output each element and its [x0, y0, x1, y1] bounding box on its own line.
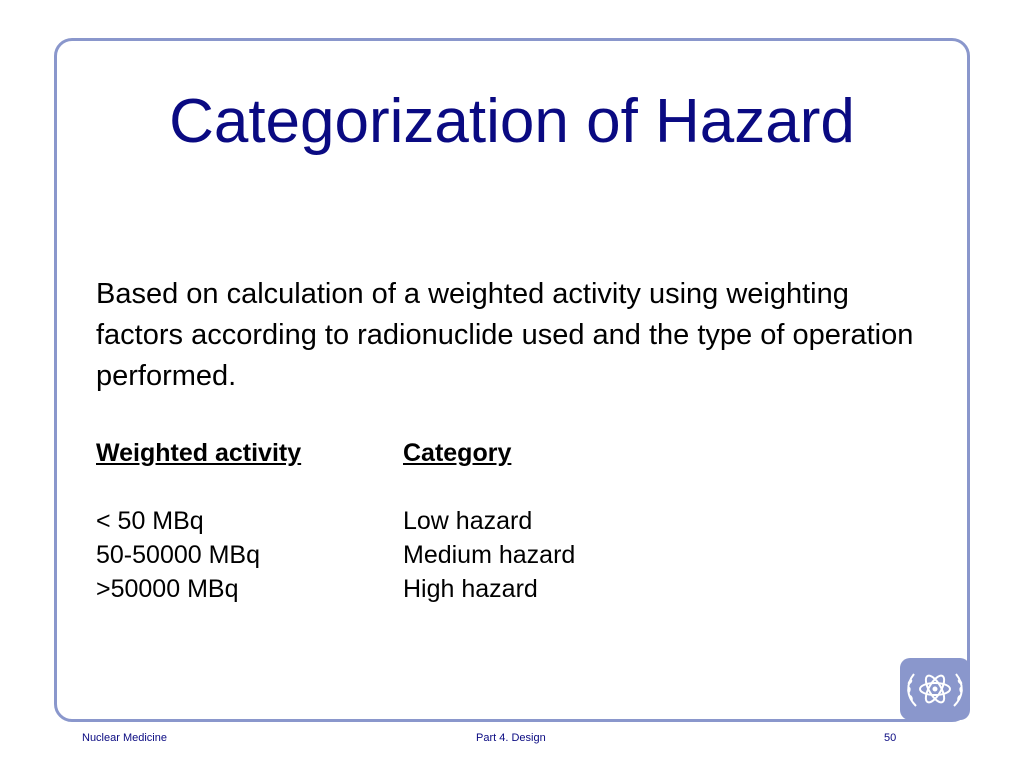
iaea-logo: [900, 658, 970, 720]
weighted-activity-header: Weighted activity: [96, 439, 302, 467]
slide-title: Categorization of Hazard: [169, 87, 855, 156]
table-cell-activity: >50000 MBq: [96, 575, 239, 603]
table-cell-category: Low hazard: [403, 507, 533, 535]
table-cell-activity: < 50 MBq: [96, 507, 204, 535]
table-cell-activity: 50-50000 MBq: [96, 541, 261, 569]
table-cell-category: High hazard: [403, 575, 538, 603]
atom-laurel-icon: [900, 658, 970, 720]
footer-section: Part 4. Design: [476, 732, 546, 744]
footer-page-number: 50: [884, 732, 897, 744]
category-header: Category: [403, 439, 512, 467]
category-column: [403, 436, 575, 606]
footer-course-name: Nuclear Medicine: [82, 732, 167, 744]
intro-text: Based on calculation of a weighted activity using weighting factors according to radionuclide used and the type of operation performed.: [96, 278, 914, 392]
table-cell-category: Medium hazard: [403, 541, 576, 569]
weighted-activity-column: [96, 436, 301, 606]
